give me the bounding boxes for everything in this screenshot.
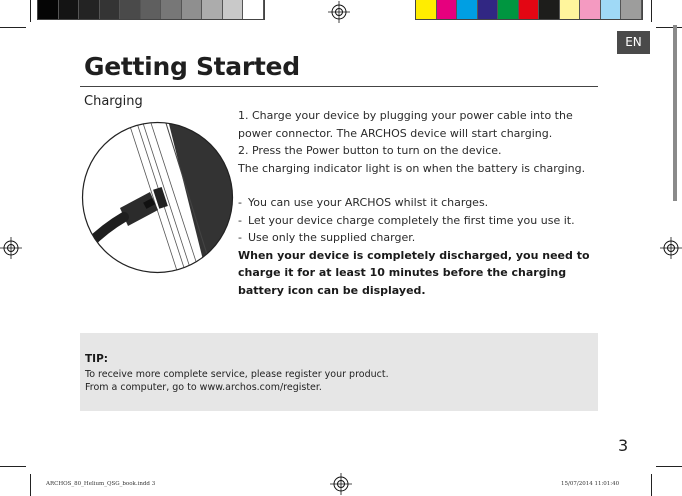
- color-swatch: [437, 0, 458, 19]
- color-swatch: [457, 0, 478, 19]
- title-divider: [80, 86, 598, 87]
- color-swatch: [161, 0, 182, 19]
- color-swatch: [38, 0, 59, 19]
- tip-line-2: From a computer, go to www.archos.com/register.: [85, 382, 322, 393]
- bullet-marker: -: [238, 213, 242, 227]
- list-item: [238, 229, 598, 247]
- registration-mark-top: [328, 1, 350, 23]
- bullet-text: Use only the supplied charger.: [248, 231, 416, 244]
- charging-illustration: [80, 120, 235, 275]
- registration-mark-bottom: [330, 473, 352, 495]
- bullet-marker: -: [238, 231, 242, 244]
- color-swatch: [223, 0, 244, 19]
- color-swatch: [59, 0, 80, 19]
- step-1: 1. Charge your device by plugging your power cable into the power connector. The ARCHOS device will start charging.: [238, 109, 573, 140]
- registration-mark-left: [0, 237, 22, 259]
- crop-mark: [651, 474, 652, 496]
- side-rule: [673, 25, 677, 201]
- page-number: 3: [618, 436, 629, 455]
- color-swatch: [202, 0, 223, 19]
- tip-box: [80, 333, 598, 411]
- slug-filename: ARCHOS_80_Helium_QSG_book.indd 3: [46, 481, 156, 487]
- slug-timestamp: 15/07/2014 11:01:40: [561, 481, 620, 487]
- bullet-marker: -: [238, 196, 242, 209]
- color-swatch: [478, 0, 499, 19]
- warning-note: When your device is completely discharged, you need to charge it for at least 10 minutes before the charging battery icon can be displayed.: [238, 248, 590, 297]
- color-swatch: [560, 0, 581, 19]
- crop-mark: [30, 0, 31, 22]
- registration-mark-right: [660, 237, 682, 259]
- color-swatch: [621, 0, 642, 19]
- crop-mark: [0, 27, 26, 28]
- list-item: [238, 194, 598, 212]
- color-swatch: [120, 0, 141, 19]
- bullet-text: Let your device charge completely the first time you use it.: [248, 213, 575, 227]
- language-tab: EN: [617, 31, 650, 54]
- color-swatch: [100, 0, 121, 19]
- color-swatch: [141, 0, 162, 19]
- crop-mark: [656, 27, 682, 28]
- bullet-text: You can use your ARCHOS whilst it charges.: [248, 196, 489, 209]
- tip-line-1: To receive more complete service, please register your product.: [85, 369, 389, 380]
- color-swatch: [519, 0, 540, 19]
- step-note: The charging indicator light is on when the battery is charging.: [238, 161, 586, 175]
- crop-mark: [0, 466, 26, 467]
- list-item: [238, 212, 598, 230]
- tip-title: TIP:: [85, 353, 108, 365]
- crop-mark: [656, 466, 682, 467]
- color-swatch: [601, 0, 622, 19]
- crop-mark: [651, 0, 652, 22]
- crop-mark: [30, 474, 31, 496]
- color-swatch: [79, 0, 100, 19]
- color-swatch: [580, 0, 601, 19]
- color-swatch: [243, 0, 264, 19]
- section-heading: Charging: [84, 94, 143, 109]
- step-2: 2. Press the Power button to turn on the device.: [238, 144, 502, 157]
- instructions: [238, 107, 598, 299]
- color-swatch: [182, 0, 203, 19]
- color-swatch: [539, 0, 560, 19]
- color-swatch: [498, 0, 519, 19]
- page-title: Getting Started: [84, 52, 300, 81]
- color-swatch: [416, 0, 437, 19]
